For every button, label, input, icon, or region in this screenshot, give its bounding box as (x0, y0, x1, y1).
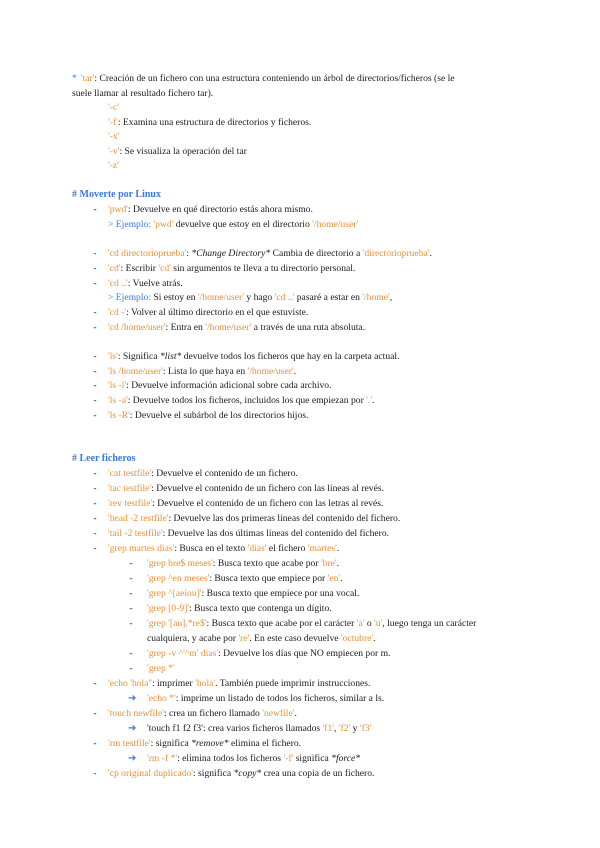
tar-intro-text: Creación de un fichero con una estructura conteniendo un árbol de directorios/ficheros (se le (99, 73, 455, 84)
tar-intro-line-1: * 'tar': Creación de un fichero con una estructura conteniendo un árbol de directorios/ficheros (se le (72, 73, 455, 84)
tar-flag-z: '-z' (108, 160, 119, 171)
tar-flag-f: '-f': Examina una estructura de directorios y ficheros. (108, 117, 312, 128)
pwd-example: > Ejemplo: 'pwd' devuelve que estoy en el directorio '/home/user' (108, 219, 359, 230)
tar-flag-x: '-x' (108, 131, 120, 142)
moverte-heading: # Moverte por Linux (72, 189, 161, 200)
grep-sub-5-cont: cualquiera, y acabe por 're'. En este caso devuelve 'octubre'. (147, 633, 376, 644)
arrow-icon: ➔ (128, 693, 137, 704)
tar-flag-v: '-v': Se visualiza la operación del tar (108, 146, 247, 157)
cd-up-example: > Ejemplo: Si estoy en '/home/user' y hago 'cd ..' pasaré a estar en '/home', (108, 292, 393, 303)
tar-intro-line-2: suele llamar al resultado fichero tar). (72, 88, 214, 99)
document-page: * 'tar': Creación de un fichero con una estructura conteniendo un árbol de directorios/ficheros (se le suele llamar al resultado fichero tar). '-c' '-f': Examina una estructura de directorios y ficheros. '-x' '-v': Se visualiza la operación del tar '-z' # Moverte por Linux - 'pwd': Devuelve en qué directorio estás ahora mismo. > Ejemplo: 'pwd' devuelve que estoy en el directorio '/home/user' - 'cd directorioprueba': *Change Directory* Cambia de directorio a 'directorioprueba'. - 'cd': Escribir 'cd' sin argumentos te lleva a tu directorio personal. - 'cd ..': Vuelve atrás. > Ejemplo: Si estoy en '/home/user' y hago 'cd ..' pasaré a estar en '/home', - 'cd -': Volver al último directorio en el que estuviste. - 'cd /home/user': Entra en '/home/user' a través de una ruta absoluta. - 'ls': Significa *list* devuelve todos los ficheros que hay en la carpeta actual. - 'ls /home/user': Lista lo que haya en '/home/user'. - 'ls -l': Devuelve información adicional sobre cada archivo. - 'ls -a': Devuelve todos los ficheros, incluidos los que empiezan por '.'. - 'ls -R': Devuelve el subárbol de los directorios hijos. # Leer ficheros - 'cat testfile': Devuelve el contenido de un fichero. - 'tac testfile': Devuelve el contenido de un fichero con las líneas al revés. - 'rev testfile': Devuelve el contenido de un fichero con las letras al revés. - 'head -2 testfile': Devuelve las dos primeras líneas del contenido del fichero. - 'tail -2 testfile': Devuelve las dos últimas líneas del contenido del fichero. - 'grep martes dias': Busca en el texto 'dias' el fichero 'martes'. - 'grep bre$ meses': Busca texto que acabe por 'bre'. - 'grep ^en meses': Busca texto que empiece por 'en'. - 'grep ^[aeiou]': Busca texto que empiece por una vocal. - 'grep [0-9]': Busca texto que contenga un dígito. - 'grep '[au].*re$': Busca texto que acabe por el carácter 'a' o 'u', luego tenga un carácter cualquiera, y acabe por 're'. En este caso devuelve 'octubre'. - 'grep -v ^'^m' dias': Devuelve los días que NO empiecen por m. - 'grep *' - 'echo 'hola'': imprimer 'hola'. También puede imprimir instrucciones. ➔ 'echo *': imprime un listado de todos los ficheros, similar a ls. - 'touch newfile': crea un fichero llamado 'newfile'. ➔ 'touch f1 f2 f3': crea varios ficheros llamados 'f1', 'f2' y 'f3' - 'rm testfile': significa *remove* elimina el fichero. ➔ 'rm -f *': elimina todos los ficheros '-f' significa *force* - 'cp original duplicado': significa *copy* crea una copia de un fichero. (0, 0, 600, 848)
leer-heading: # Leer ficheros (72, 453, 136, 464)
tar-flag-c: '-c' (108, 102, 119, 113)
arrow-icon: ➔ (128, 723, 137, 734)
asterisk-bullet: * (72, 73, 77, 84)
tar-command: 'tar' (80, 73, 95, 84)
arrow-icon: ➔ (128, 753, 137, 764)
